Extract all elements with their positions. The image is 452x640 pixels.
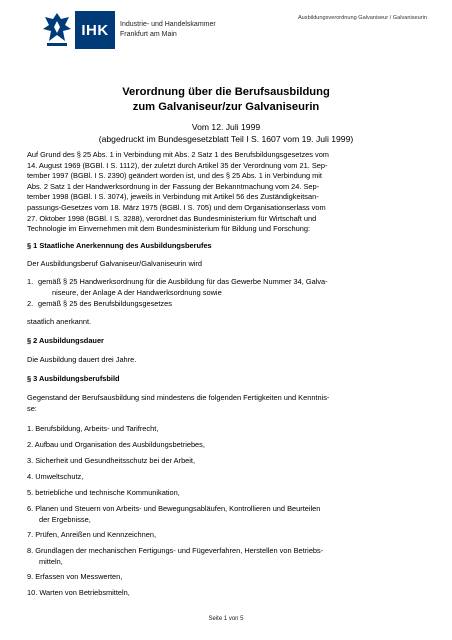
org-name-line1: Industrie- und Handelskammer	[120, 21, 216, 28]
list-item: 7. Prüfen, Anreißen und Kennzeichnen,	[27, 530, 157, 539]
section-1-item-number: 1.	[27, 277, 34, 286]
section-3-heading: § 3 Ausbildungsberufsbild	[27, 374, 120, 383]
list-item: 4. Umweltschutz,	[27, 472, 84, 481]
preamble-line: Abs. 2 Satz 1 der Handwerksordnung in der Fassung der Bekanntmachung vom 24. Sep-	[27, 181, 320, 191]
title-date: Vom 12. Juli 1999	[191, 122, 261, 132]
section-3-intro: Gegenstand der Berufsausbildung sind mindestens die folgenden Fertigkeiten und Kenntnis-	[27, 393, 330, 402]
section-1-intro: Der Ausbildungsberuf Galvaniseur/Galvaniseurin wird	[27, 259, 203, 268]
preamble-line: tember 1998 (BGBl. I S. 3074), jeweils in Verbindung mit Artikel 56 des Zuständigkeitsan-	[27, 192, 319, 202]
section-1-item-1-cont: niseure, der Anlage A der Handwerksordnung sowie	[52, 287, 222, 297]
preamble-line: 27. Oktober 1998 (BGBl. I S. 3288), verordnet das Bundesministerium für Wirtschaft und	[27, 213, 317, 223]
section-3-intro-cont: se:	[27, 403, 37, 413]
eagle-icon	[41, 11, 73, 49]
list-item: 2. Aufbau und Organisation des Ausbildungsbetriebes,	[27, 440, 205, 449]
list-item: 8. Grundlagen der mechanischen Fertigungs- und Fügeverfahren, Herstellen von Betriebs-	[27, 546, 324, 555]
list-item: 5. betriebliche und technische Kommunikation,	[27, 488, 180, 497]
org-name-line2: Frankfurt am Main	[120, 31, 177, 38]
section-1-item-2: gemäß § 25 des Berufsbildungsgesetzes	[38, 299, 172, 308]
preamble-line: passungs-Gesetzes vom 18. März 1975 (BGBl. I S. 705) und dem Organisationserlass vom	[27, 203, 326, 212]
section-2-heading: § 2 Ausbildungsdauer	[27, 336, 104, 345]
list-item-cont: mitteln,	[39, 556, 63, 566]
ihk-logo-mark: IHK	[75, 11, 115, 49]
list-item: 3. Sicherheit und Gesundheitsschutz bei der Arbeit,	[27, 456, 196, 465]
list-item: 9. Erfassen von Messwerten,	[27, 572, 123, 581]
title-source: (abgedruckt im Bundesgesetzblatt Teil I S. 1607 vom 19. Juli 1999)	[98, 134, 354, 144]
list-item: 10. Warten von Betriebsmitteln,	[27, 588, 130, 597]
title-line1: Verordnung über die Berufsausbildung	[122, 86, 330, 98]
preamble-line: Technologie im Einvernehmen mit dem Bundesministerium für Bildung und Forschung:	[27, 224, 311, 234]
title-line2: zum Galvaniseur/zur Galvaniseurin	[132, 101, 320, 113]
list-item: 1. Berufsbildung, Arbeits- und Tarifrecht,	[27, 424, 159, 433]
section-2-text: Die Ausbildung dauert drei Jahre.	[27, 355, 137, 364]
page-number: Seite 1 von 5	[208, 616, 244, 622]
section-1-heading: § 1 Staatliche Anerkennung des Ausbildungsberufes	[27, 241, 212, 250]
running-head: Ausbildungsverordnung Galvaniseur / Galvaniseurin	[297, 15, 427, 21]
list-item: 6. Planen und Steuern von Arbeits- und Bewegungsabläufen, Kontrollieren und Beurteilen	[27, 504, 321, 513]
section-1-outro: staatlich anerkannt.	[27, 317, 92, 326]
list-item-cont: der Ergebnisse,	[39, 514, 91, 524]
section-1-item-number: 2.	[27, 299, 34, 308]
preamble-line: Auf Grund des § 25 Abs. 1 in Verbindung mit Abs. 2 Satz 1 des Berufsbildungsgesetzes vom	[27, 150, 329, 159]
section-1-item-1: gemäß § 25 Handwerksordnung für die Ausbildung für das Gewerbe Nummer 34, Galva-	[38, 277, 328, 286]
ihk-logo	[41, 11, 216, 49]
preamble-line: tember 1997 (BGBl. I S. 2390) geändert worden ist, und des § 25 Abs. 1 in Verbindung mit	[27, 171, 322, 181]
preamble-line: 14. August 1969 (BGBl. I S. 1112), der zuletzt durch Artikel 35 der Verordnung vom 21. Sep-	[27, 160, 328, 170]
